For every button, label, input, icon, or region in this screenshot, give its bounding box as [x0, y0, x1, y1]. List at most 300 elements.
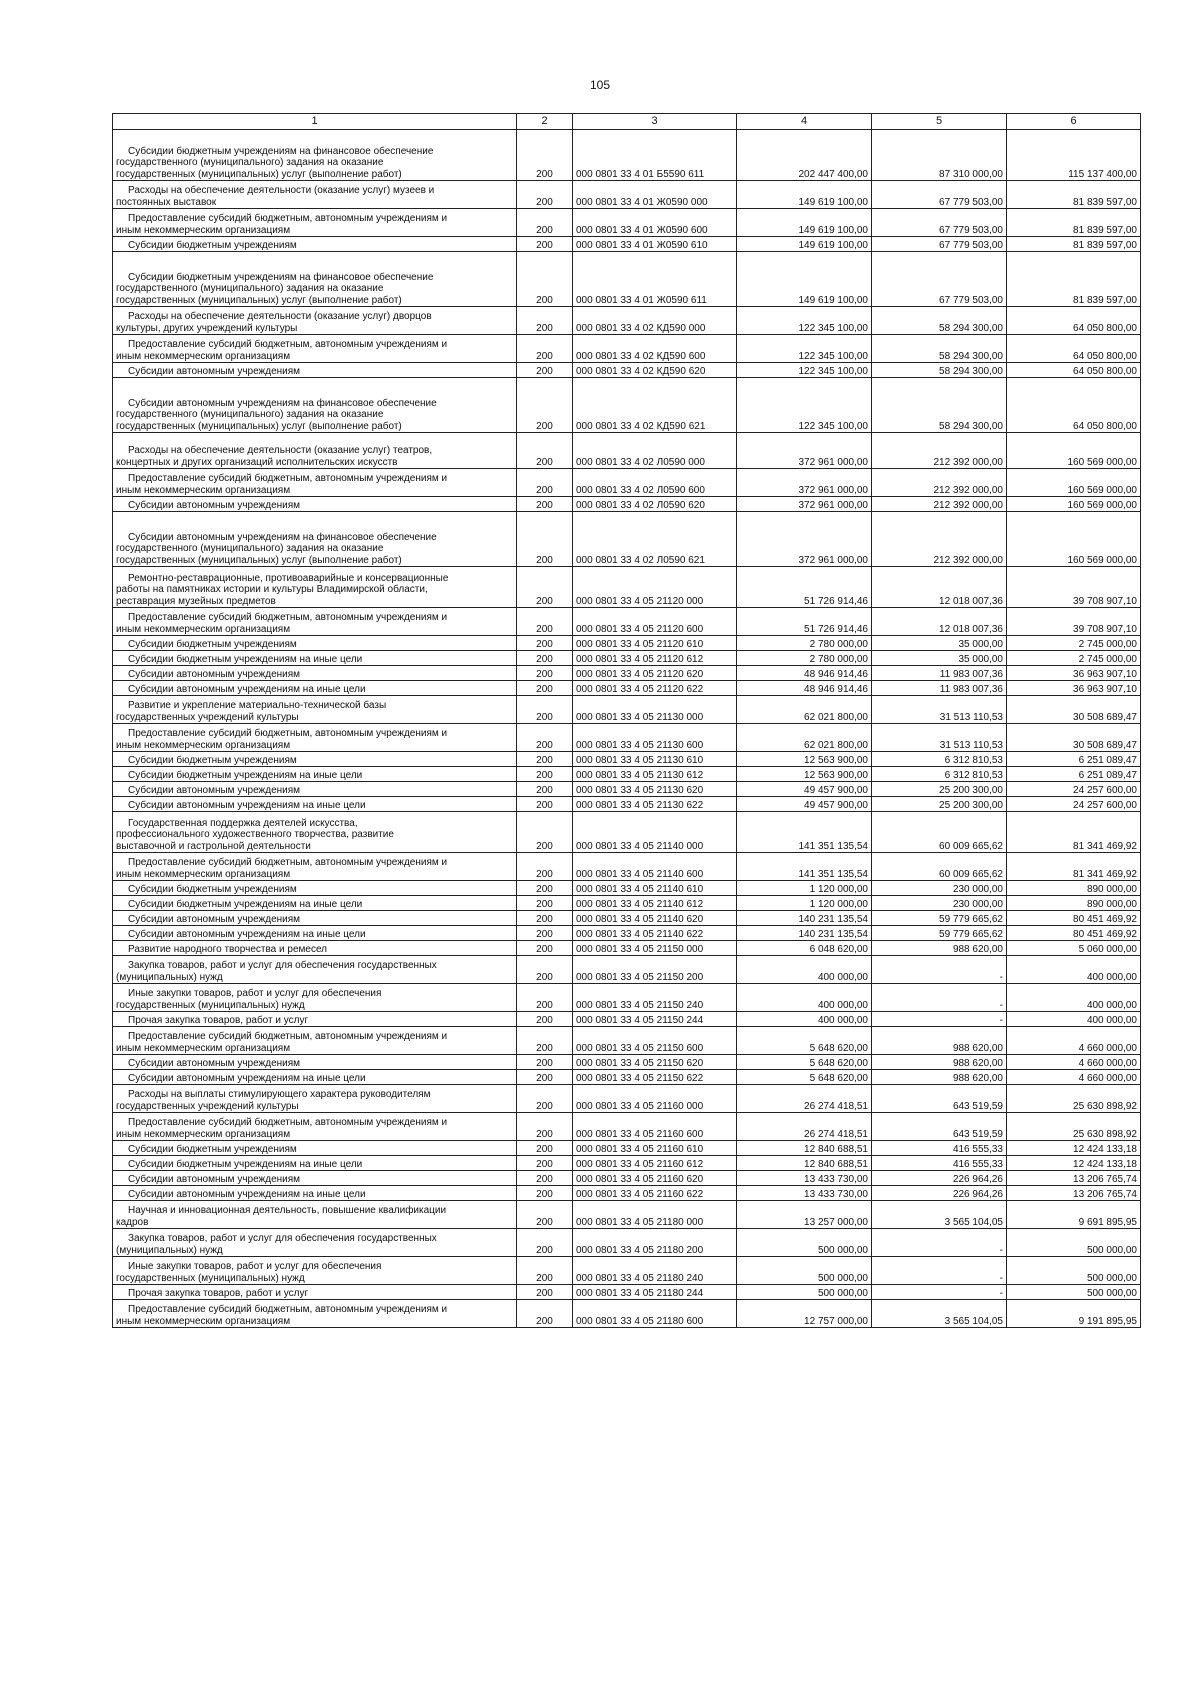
table-row	[113, 512, 1141, 567]
row-code: 200	[517, 666, 573, 681]
row-value-5: -	[872, 984, 1007, 1012]
row-value-4: 26 274 418,51	[737, 1085, 872, 1113]
table-row	[113, 497, 1141, 512]
row-value-4: 12 757 000,00	[737, 1300, 872, 1328]
row-value-5: 67 779 503,00	[872, 209, 1007, 237]
row-name-line: иным некоммерческим организациям	[116, 1128, 291, 1140]
row-name-line: государственных (муниципальных) услуг (выполнение работ)	[116, 294, 402, 306]
row-name-line: Субсидии автономным учреждениям	[128, 1173, 301, 1185]
table-row	[113, 252, 1141, 307]
row-value-6: 5 060 000,00	[1007, 941, 1141, 956]
table-row	[113, 335, 1141, 363]
row-code: 200	[517, 1113, 573, 1141]
row-name	[113, 767, 517, 782]
row-name	[113, 1070, 517, 1085]
row-value-4: 202 447 400,00	[737, 130, 872, 181]
row-code: 200	[517, 181, 573, 209]
row-code: 200	[517, 512, 573, 567]
row-name-line: иным некоммерческим организациям	[116, 1315, 291, 1327]
row-kbk: 000 0801 33 4 05 21150 000	[573, 941, 737, 956]
table-row	[113, 926, 1141, 941]
row-value-5: 11 983 007,36	[872, 666, 1007, 681]
row-value-6: 890 000,00	[1007, 896, 1141, 911]
row-name-line: Субсидии бюджетным учреждениям на иные цели	[128, 898, 363, 910]
row-code: 200	[517, 252, 573, 307]
row-name-line: Государственная поддержка деятелей искусства,	[128, 817, 358, 829]
row-kbk: 000 0801 33 4 05 21180 200	[573, 1229, 737, 1257]
row-name-line: Субсидии бюджетным учреждениям	[128, 754, 297, 766]
row-name-line: профессионального художественного творчества, развитие	[116, 829, 394, 840]
row-code: 200	[517, 1085, 573, 1113]
row-value-5: 31 513 110,53	[872, 696, 1007, 724]
row-value-4: 372 961 000,00	[737, 469, 872, 497]
row-value-5: 643 519,59	[872, 1085, 1007, 1113]
row-name-line: Субсидии автономным учреждениям	[128, 784, 301, 796]
row-value-6: 64 050 800,00	[1007, 335, 1141, 363]
row-code: 200	[517, 1070, 573, 1085]
row-value-5: 59 779 665,62	[872, 926, 1007, 941]
row-name	[113, 237, 517, 252]
row-value-4: 26 274 418,51	[737, 1113, 872, 1141]
table-row	[113, 1070, 1141, 1085]
row-value-6: 6 251 089,47	[1007, 752, 1141, 767]
row-value-6: 9 191 895,95	[1007, 1300, 1141, 1328]
row-kbk: 000 0801 33 4 05 21140 600	[573, 853, 737, 881]
table-row	[113, 896, 1141, 911]
row-name-line: государственного (муниципального) задания на оказание	[116, 157, 384, 168]
row-kbk: 000 0801 33 4 01 Ж0590 611	[573, 252, 737, 307]
row-name-line: Субсидии автономным учреждениям	[128, 499, 301, 511]
row-code: 200	[517, 724, 573, 752]
row-name	[113, 1285, 517, 1300]
table-row	[113, 1113, 1141, 1141]
row-value-4: 5 648 620,00	[737, 1070, 872, 1085]
table-row	[113, 696, 1141, 724]
row-kbk: 000 0801 33 4 02 Л0590 000	[573, 433, 737, 469]
row-kbk: 000 0801 33 4 05 21180 240	[573, 1257, 737, 1285]
row-name-line: Субсидии автономным учреждениям на иные цели	[128, 1188, 366, 1200]
row-code: 200	[517, 608, 573, 636]
row-value-5: 67 779 503,00	[872, 252, 1007, 307]
row-value-5: -	[872, 1257, 1007, 1285]
row-value-5: 67 779 503,00	[872, 237, 1007, 252]
row-value-5: 11 983 007,36	[872, 681, 1007, 696]
row-name-line: Субсидии автономным учреждениям	[128, 913, 301, 925]
row-name	[113, 881, 517, 896]
row-value-6: 13 206 765,74	[1007, 1171, 1141, 1186]
row-name	[113, 812, 517, 853]
row-kbk: 000 0801 33 4 01 Ж0590 000	[573, 181, 737, 209]
row-name-line: Субсидии автономным учреждениям на иные цели	[128, 683, 366, 695]
row-value-6: 4 660 000,00	[1007, 1055, 1141, 1070]
row-code: 200	[517, 926, 573, 941]
row-name-line: иным некоммерческим организациям	[116, 350, 291, 362]
row-value-6: 160 569 000,00	[1007, 469, 1141, 497]
row-value-4: 122 345 100,00	[737, 307, 872, 335]
table-row	[113, 130, 1141, 181]
row-name-line: Субсидии автономным учреждениям на финансовое обеспечение	[128, 397, 437, 409]
row-name	[113, 497, 517, 512]
table-row	[113, 608, 1141, 636]
row-name-line: Прочая закупка товаров, работ и услуг	[128, 1287, 309, 1299]
row-value-6: 25 630 898,92	[1007, 1113, 1141, 1141]
row-value-5: 6 312 810,53	[872, 752, 1007, 767]
row-value-4: 12 840 688,51	[737, 1156, 872, 1171]
row-name-line: Закупка товаров, работ и услуг для обеспечения государственных	[128, 960, 437, 971]
row-name-line: государственного (муниципального) задания на оказание	[116, 283, 384, 294]
row-kbk: 000 0801 33 4 05 21130 620	[573, 782, 737, 797]
row-name-line: государственных учреждений культуры	[116, 1100, 299, 1112]
row-name	[113, 636, 517, 651]
row-name-line: Иные закупки товаров, работ и услуг для обеспечения	[128, 988, 382, 999]
row-value-4: 400 000,00	[737, 984, 872, 1012]
row-value-5: 226 964,26	[872, 1186, 1007, 1201]
row-value-4: 122 345 100,00	[737, 363, 872, 378]
row-value-5: 58 294 300,00	[872, 307, 1007, 335]
table-row	[113, 782, 1141, 797]
row-name	[113, 307, 517, 335]
row-value-5: 12 018 007,36	[872, 567, 1007, 608]
row-value-6: 500 000,00	[1007, 1257, 1141, 1285]
row-value-6: 115 137 400,00	[1007, 130, 1141, 181]
row-name-line: государственного (муниципального) задания на оказание	[116, 543, 384, 554]
column-header-3: 3	[573, 114, 737, 130]
row-code: 200	[517, 812, 573, 853]
row-value-4: 12 563 900,00	[737, 767, 872, 782]
row-value-6: 81 839 597,00	[1007, 209, 1141, 237]
row-name	[113, 651, 517, 666]
row-name	[113, 1141, 517, 1156]
row-name-line: Расходы на обеспечение деятельности (оказание услуг) театров,	[128, 445, 433, 456]
row-code: 200	[517, 1055, 573, 1070]
row-kbk: 000 0801 33 4 05 21140 612	[573, 896, 737, 911]
row-code: 200	[517, 651, 573, 666]
row-code: 200	[517, 307, 573, 335]
table-row	[113, 752, 1141, 767]
row-name-line: Субсидии автономным учреждениям на иные цели	[128, 799, 366, 811]
row-kbk: 000 0801 33 4 02 КД590 620	[573, 363, 737, 378]
row-name	[113, 433, 517, 469]
row-name	[113, 724, 517, 752]
table-row	[113, 636, 1141, 651]
row-value-6: 400 000,00	[1007, 984, 1141, 1012]
row-value-6: 81 839 597,00	[1007, 252, 1141, 307]
row-value-5: 643 519,59	[872, 1113, 1007, 1141]
table-row	[113, 237, 1141, 252]
row-name	[113, 567, 517, 608]
row-value-5: -	[872, 1229, 1007, 1257]
row-value-6: 36 963 907,10	[1007, 681, 1141, 696]
row-value-6: 400 000,00	[1007, 956, 1141, 984]
row-value-6: 2 745 000,00	[1007, 636, 1141, 651]
row-code: 200	[517, 896, 573, 911]
row-value-4: 149 619 100,00	[737, 181, 872, 209]
row-value-5: -	[872, 956, 1007, 984]
row-code: 200	[517, 956, 573, 984]
row-name-line: Субсидии автономным учреждениям	[128, 668, 301, 680]
row-value-4: 62 021 800,00	[737, 724, 872, 752]
row-value-6: 2 745 000,00	[1007, 651, 1141, 666]
row-name-line: Субсидии автономным учреждениям на иные цели	[128, 928, 366, 940]
row-name-line: Предоставление субсидий бюджетным, автономным учреждениям и	[128, 1117, 448, 1128]
row-name-line: иным некоммерческим организациям	[116, 868, 291, 880]
page-number: 105	[589, 78, 611, 92]
row-kbk: 000 0801 33 4 05 21150 600	[573, 1027, 737, 1055]
row-name	[113, 681, 517, 696]
row-name	[113, 911, 517, 926]
row-value-6: 24 257 600,00	[1007, 782, 1141, 797]
table-row	[113, 797, 1141, 812]
row-code: 200	[517, 363, 573, 378]
row-name	[113, 1055, 517, 1070]
row-value-4: 500 000,00	[737, 1229, 872, 1257]
row-kbk: 000 0801 33 4 05 21120 612	[573, 651, 737, 666]
row-kbk: 000 0801 33 4 05 21160 600	[573, 1113, 737, 1141]
row-code: 200	[517, 1012, 573, 1027]
row-value-4: 122 345 100,00	[737, 378, 872, 433]
row-value-4: 13 433 730,00	[737, 1171, 872, 1186]
row-value-6: 80 451 469,92	[1007, 926, 1141, 941]
row-value-5: 25 200 300,00	[872, 782, 1007, 797]
row-code: 200	[517, 1027, 573, 1055]
row-value-4: 149 619 100,00	[737, 237, 872, 252]
row-code: 200	[517, 636, 573, 651]
row-value-4: 6 048 620,00	[737, 941, 872, 956]
row-value-5: 416 555,33	[872, 1156, 1007, 1171]
row-kbk: 000 0801 33 4 05 21140 000	[573, 812, 737, 853]
table-row	[113, 984, 1141, 1012]
table-row	[113, 1257, 1141, 1285]
row-value-4: 149 619 100,00	[737, 209, 872, 237]
row-code: 200	[517, 911, 573, 926]
row-name	[113, 181, 517, 209]
row-name-line: Предоставление субсидий бюджетным, автономным учреждениям и	[128, 728, 448, 739]
row-name-line: Субсидии бюджетным учреждениям на иные цели	[128, 1158, 363, 1170]
row-value-6: 81 839 597,00	[1007, 181, 1141, 209]
table-row	[113, 666, 1141, 681]
row-kbk: 000 0801 33 4 05 21150 200	[573, 956, 737, 984]
row-value-5: 3 565 104,05	[872, 1300, 1007, 1328]
row-name	[113, 608, 517, 636]
row-code: 200	[517, 1201, 573, 1229]
row-kbk: 000 0801 33 4 05 21120 000	[573, 567, 737, 608]
table-body	[113, 114, 1141, 1328]
row-value-5: 58 294 300,00	[872, 378, 1007, 433]
row-name-line: Предоставление субсидий бюджетным, автономным учреждениям и	[128, 213, 448, 224]
row-value-5: 60 009 665,62	[872, 853, 1007, 881]
row-kbk: 000 0801 33 4 05 21130 000	[573, 696, 737, 724]
row-value-4: 5 648 620,00	[737, 1027, 872, 1055]
row-name-line: государственных (муниципальных) нужд	[116, 999, 305, 1011]
row-name-line: концертных и других организаций исполнительских искусств	[116, 456, 398, 468]
row-value-6: 36 963 907,10	[1007, 666, 1141, 681]
row-name-line: Расходы на обеспечение деятельности (оказание услуг) дворцов	[128, 311, 432, 322]
row-name	[113, 209, 517, 237]
row-name-line: Субсидии бюджетным учреждениям на иные цели	[128, 769, 363, 781]
row-value-5: 12 018 007,36	[872, 608, 1007, 636]
row-value-6: 64 050 800,00	[1007, 363, 1141, 378]
row-value-5: 59 779 665,62	[872, 911, 1007, 926]
table-row	[113, 1171, 1141, 1186]
budget-table	[112, 113, 1141, 1328]
row-code: 200	[517, 209, 573, 237]
table-row	[113, 378, 1141, 433]
row-name-line: Иные закупки товаров, работ и услуг для обеспечения	[128, 1261, 382, 1272]
row-name-line: Субсидии автономным учреждениям	[128, 365, 301, 377]
row-name	[113, 335, 517, 363]
row-name	[113, 752, 517, 767]
row-value-4: 48 946 914,46	[737, 666, 872, 681]
table-row	[113, 1012, 1141, 1027]
row-kbk: 000 0801 33 4 05 21150 620	[573, 1055, 737, 1070]
table-row	[113, 1300, 1141, 1328]
row-kbk: 000 0801 33 4 05 21140 622	[573, 926, 737, 941]
row-kbk: 000 0801 33 4 05 21120 600	[573, 608, 737, 636]
row-value-6: 30 508 689,47	[1007, 724, 1141, 752]
row-value-4: 12 840 688,51	[737, 1141, 872, 1156]
row-value-6: 39 708 907,10	[1007, 608, 1141, 636]
row-value-5: 416 555,33	[872, 1141, 1007, 1156]
row-code: 200	[517, 681, 573, 696]
row-kbk: 000 0801 33 4 02 КД590 000	[573, 307, 737, 335]
table-row	[113, 181, 1141, 209]
row-value-5: 988 620,00	[872, 1027, 1007, 1055]
table-row	[113, 724, 1141, 752]
row-value-6: 4 660 000,00	[1007, 1027, 1141, 1055]
row-name	[113, 130, 517, 181]
row-value-4: 372 961 000,00	[737, 433, 872, 469]
row-value-4: 400 000,00	[737, 1012, 872, 1027]
row-value-4: 51 726 914,46	[737, 567, 872, 608]
row-name	[113, 896, 517, 911]
row-name	[113, 1012, 517, 1027]
row-name	[113, 1085, 517, 1113]
table-row	[113, 209, 1141, 237]
row-name-line: Предоставление субсидий бюджетным, автономным учреждениям и	[128, 1304, 448, 1315]
row-value-5: 58 294 300,00	[872, 335, 1007, 363]
column-header-1: 1	[113, 114, 517, 130]
table-row	[113, 1201, 1141, 1229]
row-value-5: 988 620,00	[872, 1055, 1007, 1070]
row-kbk: 000 0801 33 4 01 Б5590 611	[573, 130, 737, 181]
table-row	[113, 681, 1141, 696]
row-value-5: 6 312 810,53	[872, 767, 1007, 782]
row-name-line: реставрация музейных предметов	[116, 595, 276, 607]
row-value-4: 149 619 100,00	[737, 252, 872, 307]
row-name-line: работы на памятниках истории и культуры Владимирской области,	[116, 584, 428, 595]
row-kbk: 000 0801 33 4 02 КД590 621	[573, 378, 737, 433]
row-code: 200	[517, 797, 573, 812]
row-value-6: 12 424 133,18	[1007, 1141, 1141, 1156]
row-code: 200	[517, 696, 573, 724]
row-code: 200	[517, 433, 573, 469]
row-value-4: 372 961 000,00	[737, 512, 872, 567]
row-value-5: 230 000,00	[872, 896, 1007, 911]
row-kbk: 000 0801 33 4 02 КД590 600	[573, 335, 737, 363]
row-value-6: 13 206 765,74	[1007, 1186, 1141, 1201]
row-value-6: 81 839 597,00	[1007, 237, 1141, 252]
row-value-4: 49 457 900,00	[737, 782, 872, 797]
row-value-5: 212 392 000,00	[872, 469, 1007, 497]
row-name	[113, 797, 517, 812]
row-value-6: 81 341 469,92	[1007, 853, 1141, 881]
row-value-4: 48 946 914,46	[737, 681, 872, 696]
table-row	[113, 1085, 1141, 1113]
row-kbk: 000 0801 33 4 05 21120 610	[573, 636, 737, 651]
row-kbk: 000 0801 33 4 05 21120 622	[573, 681, 737, 696]
row-value-6: 80 451 469,92	[1007, 911, 1141, 926]
row-name	[113, 1229, 517, 1257]
row-name	[113, 1113, 517, 1141]
row-kbk: 000 0801 33 4 05 21150 240	[573, 984, 737, 1012]
row-name-line: Развитие и укрепление материально-технической базы	[128, 700, 387, 711]
table-row	[113, 1229, 1141, 1257]
row-name-line: Научная и инновационная деятельность, повышение квалификации	[128, 1205, 447, 1216]
row-kbk: 000 0801 33 4 05 21160 620	[573, 1171, 737, 1186]
row-value-6: 12 424 133,18	[1007, 1156, 1141, 1171]
row-code: 200	[517, 941, 573, 956]
row-name-line: Предоставление субсидий бюджетным, автономным учреждениям и	[128, 1031, 448, 1042]
row-code: 200	[517, 497, 573, 512]
row-value-4: 2 780 000,00	[737, 651, 872, 666]
row-name	[113, 363, 517, 378]
row-value-4: 13 257 000,00	[737, 1201, 872, 1229]
column-header-6: 6	[1007, 114, 1141, 130]
row-value-4: 122 345 100,00	[737, 335, 872, 363]
row-value-4: 141 351 135,54	[737, 812, 872, 853]
row-code: 200	[517, 881, 573, 896]
row-name-line: иным некоммерческим организациям	[116, 1042, 291, 1054]
row-code: 200	[517, 1156, 573, 1171]
row-name-line: Развитие народного творчества и ремесел	[128, 943, 328, 955]
row-kbk: 000 0801 33 4 05 21130 600	[573, 724, 737, 752]
table-row	[113, 767, 1141, 782]
row-name-line: Субсидии автономным учреждениям на финансовое обеспечение	[128, 531, 437, 543]
row-code: 200	[517, 335, 573, 363]
row-name-line: государственных (муниципальных) услуг (выполнение работ)	[116, 168, 402, 180]
row-name-line: Предоставление субсидий бюджетным, автономным учреждениям и	[128, 473, 448, 484]
table-row	[113, 1156, 1141, 1171]
row-value-4: 2 780 000,00	[737, 636, 872, 651]
row-code: 200	[517, 567, 573, 608]
row-value-5: -	[872, 1285, 1007, 1300]
row-kbk: 000 0801 33 4 05 21160 622	[573, 1186, 737, 1201]
row-value-4: 5 648 620,00	[737, 1055, 872, 1070]
row-name	[113, 984, 517, 1012]
row-name	[113, 956, 517, 984]
row-value-6: 160 569 000,00	[1007, 497, 1141, 512]
row-code: 200	[517, 1141, 573, 1156]
row-code: 200	[517, 237, 573, 252]
row-name-line: государственных (муниципальных) нужд	[116, 1272, 305, 1284]
row-value-6: 9 691 895,95	[1007, 1201, 1141, 1229]
row-value-5: -	[872, 1012, 1007, 1027]
row-value-4: 140 231 135,54	[737, 911, 872, 926]
row-name-line: иным некоммерческим организациям	[116, 739, 291, 751]
row-value-5: 3 565 104,05	[872, 1201, 1007, 1229]
row-name	[113, 1257, 517, 1285]
row-value-6: 890 000,00	[1007, 881, 1141, 896]
row-value-5: 226 964,26	[872, 1171, 1007, 1186]
row-value-6: 64 050 800,00	[1007, 307, 1141, 335]
table-row	[113, 1285, 1141, 1300]
column-header-4: 4	[737, 114, 872, 130]
row-name-line: Закупка товаров, работ и услуг для обеспечения государственных	[128, 1233, 437, 1244]
row-name-line: иным некоммерческим организациям	[116, 224, 291, 236]
table-row	[113, 1055, 1141, 1070]
row-value-5: 212 392 000,00	[872, 512, 1007, 567]
row-value-5: 212 392 000,00	[872, 433, 1007, 469]
